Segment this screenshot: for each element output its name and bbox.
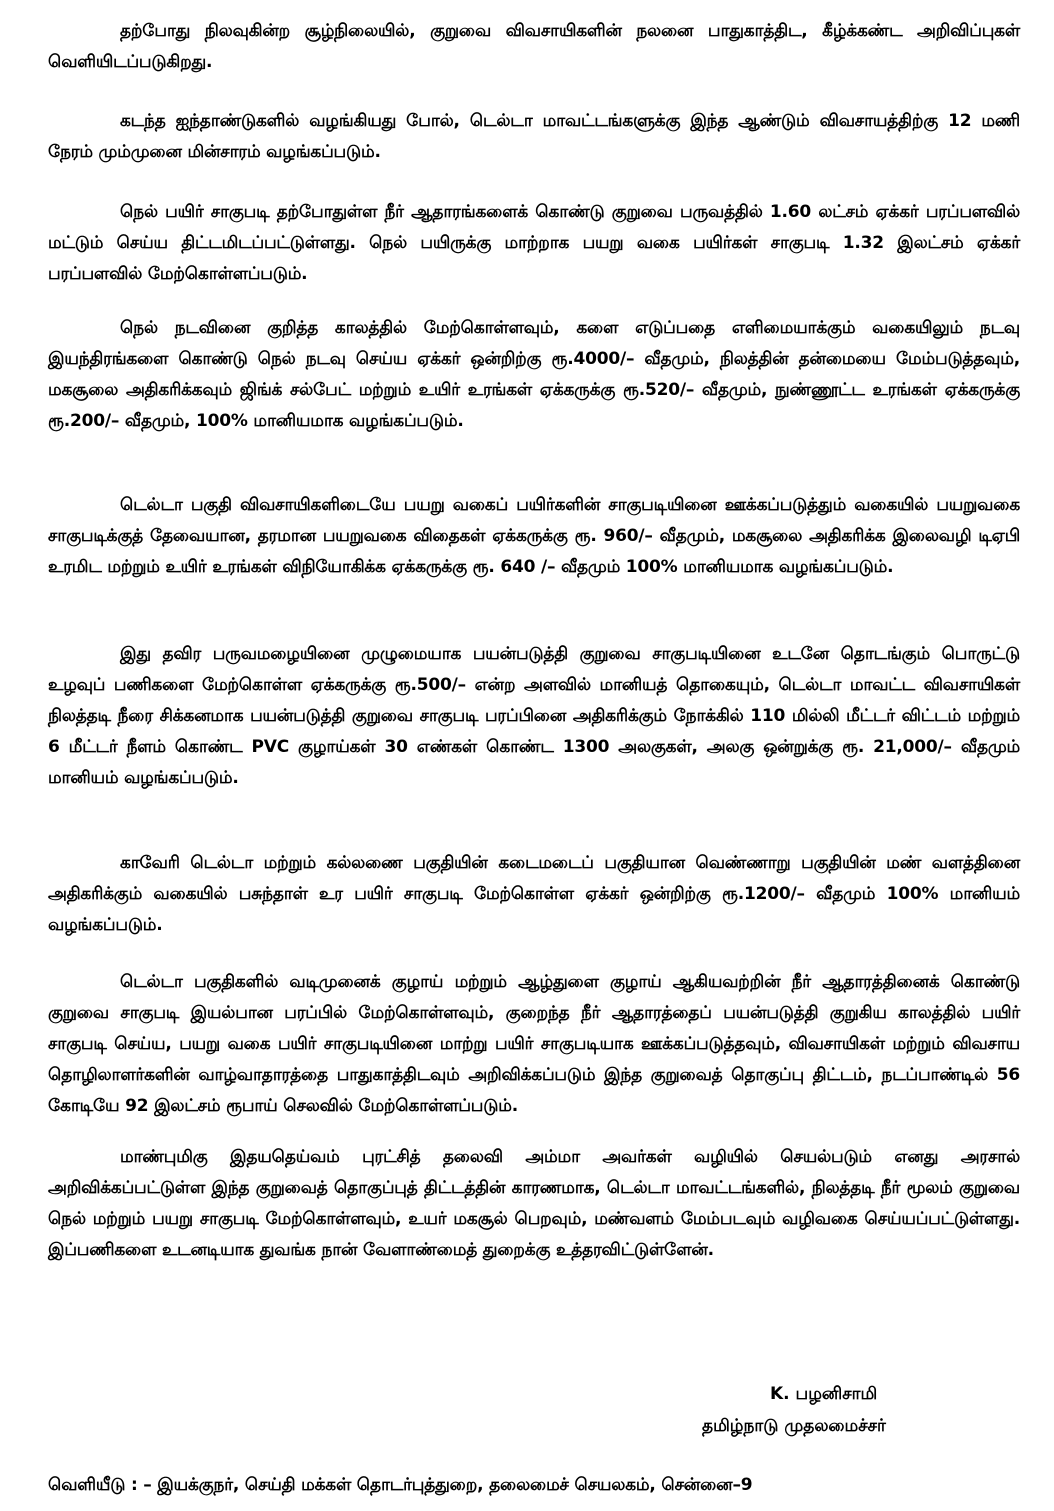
signatory-title: தமிழ்நாடு முதலமைச்சர் bbox=[702, 1416, 886, 1436]
release-note: வெளியீடு : – இயக்குநர், செய்தி மக்கள் தொடர்புத்துறை, தலைமைச் செயலகம், சென்னை–9 bbox=[48, 1475, 753, 1495]
signatory-name: K. பழனிசாமி bbox=[770, 1384, 878, 1404]
paragraph-package-cost: டெல்டா பகுதிகளில் வடிமுனைக் குழாய் மற்றும் ஆழ்துளை குழாய் ஆகியவற்றின் நீர் ஆதாரத்தினைக் கொண்டு குறுவை சாகுபடி இயல்பான பரப்பில் மேற்கொள்ளவும், குறைந்த நீர் ஆதாரத்தைப் பயன்படுத்தி குறுகிய காலத்தில் பயிர் சாகுபடி செய்ய, பயறு வகை பயிர் சாகுபடியினை மாற்று பயிர் சாகுபடியாக ஊக்கப்படுத்தவும், விவசாயிகள் மற்றும் விவசாய தொழிலாளர்களின் வாழ்வாதாரத்தை பாதுகாத்திடவும் அறிவிக்கப்படும் இந்த குறுவைத் தொகுப்பு திட்டம், நடப்பாண்டில் 56 கோடியே 92 இலட்சம் ரூபாய் செலவில் மேற்கொள்ளப்படும். bbox=[48, 972, 1020, 1116]
paragraph-conclusion: மாண்புமிகு இதயதெய்வம் புரட்சித் தலைவி அம்மா அவர்கள் வழியில் செயல்படும் எனது அரசால் அறிவிக்கப்பட்டுள்ள இந்த குறுவைத் தொகுப்புத் திட்டத்தின் காரணமாக, டெல்டா மாவட்டங்களில், நிலத்தடி நீர் மூலம் குறுவை நெல் மற்றும் பயறு சாகுபடி மேற்கொள்ளவும், உயர் மகசூல் பெறவும், மண்வளம் மேம்படவும் வழிவகை செய்யப்பட்டுள்ளது. இப்பணிகளை உடனடியாக துவங்க நான் வேளாண்மைத் துறைக்கு உத்தரவிட்டுள்ளேன். bbox=[48, 1147, 1020, 1260]
paragraph-electricity: கடந்த ஐந்தாண்டுகளில் வழங்கியது போல், டெல்டா மாவட்டங்களுக்கு இந்த ஆண்டும் விவசாயத்திற்கு 12 மணி நேரம் மும்முனை மின்சாரம் வழங்கப்படும். bbox=[48, 111, 1020, 162]
paragraph-pulses-subsidy: டெல்டா பகுதி விவசாயிகளிடையே பயறு வகைப் பயிர்களின் சாகுபடியினை ஊக்கப்படுத்தும் வகையில் பயறுவகை சாகுபடிக்குத் தேவையான, தரமான பயறுவகை விதைகள் ஏக்கருக்கு ரூ. 960/– வீதமும், மகசூலை அதிகரிக்க இலைவழி டிஏபி உரமிட மற்றும் உயிர் உரங்கள் விநியோகிக்க ஏக்கருக்கு ரூ. 640 /– வீதமும் 100% மானியமாக வழங்கப்படும். bbox=[48, 495, 1020, 577]
signature-block bbox=[700, 1378, 980, 1442]
paragraph-green-manure-subsidy: காவேரி டெல்டா மற்றும் கல்லணை பகுதியின் கடைமடைப் பகுதியான வெண்ணாறு பகுதியின் மண் வளத்தினை அதிகரிக்கும் வகையில் பசுந்தாள் உர பயிர் சாகுபடி மேற்கொள்ள ஏக்கர் ஒன்றிற்கு ரூ.1200/– வீதமும் 100% மானியம் வழங்கப்படும். bbox=[48, 853, 1020, 935]
paragraph-planting-subsidy: நெல் நடவினை குறித்த காலத்தில் மேற்கொள்ளவும், களை எடுப்பதை எளிமையாக்கும் வகையிலும் நடவு இயந்திரங்களை கொண்டு நெல் நடவு செய்ய ஏக்கர் ஒன்றிற்கு ரூ.4000/– வீதமும், நிலத்தின் தன்மையை மேம்படுத்தவும், மகசூலை அதிகரிக்கவும் ஜிங்க் சல்பேட் மற்றும் உயிர் உரங்கள் ஏக்கருக்கு ரூ.520/– வீதமும், நுண்ணூட்ட உரங்கள் ஏக்கருக்கு ரூ.200/– வீதமும், 100% மானியமாக வழங்கப்படும். bbox=[48, 318, 1021, 431]
paragraph-paddy-cultivation: நெல் பயிர் சாகுபடி தற்போதுள்ள நீர் ஆதாரங்களைக் கொண்டு குறுவை பருவத்தில் 1.60 லட்சம் ஏக்கர் பரப்பளவில் மட்டும் செய்ய திட்டமிடப்பட்டுள்ளது. நெல் பயிருக்கு மாற்றாக பயறு வகை பயிர்கள் சாகுபடி 1.32 இலட்சம் ஏக்கர் பரப்பளவில் மேற்கொள்ளப்படும். bbox=[48, 202, 1020, 284]
paragraph-ploughing-pvc-subsidy: இது தவிர பருவமழையினை முழுமையாக பயன்படுத்தி குறுவை சாகுபடியினை உடனே தொடங்கும் பொருட்டு உழவுப் பணிகளை மேற்கொள்ள ஏக்கருக்கு ரூ.500/– என்ற அளவில் மானியத் தொகையும், டெல்டா மாவட்ட விவசாயிகள் நிலத்தடி நீரை சிக்கனமாக பயன்படுத்தி குறுவை சாகுபடி பரப்பினை அதிகரிக்கும் நோக்கில் 110 மில்லி மீட்டர் விட்டம் மற்றும் 6 மீட்டர் நீளம் கொண்ட PVC குழாய்கள் 30 எண்கள் கொண்ட 1300 அலகுகள், அலகு ஒன்றுக்கு ரூ. 21,000/– வீதமும் மானியம் வழங்கப்படும். bbox=[48, 644, 1020, 788]
paragraph-intro: தற்போது நிலவுகின்ற சூழ்நிலையில், குறுவை விவசாயிகளின் நலனை பாதுகாத்திட, கீழ்க்கண்ட அறிவிப்புகள் வெளியிடப்படுகிறது. bbox=[48, 21, 1020, 72]
